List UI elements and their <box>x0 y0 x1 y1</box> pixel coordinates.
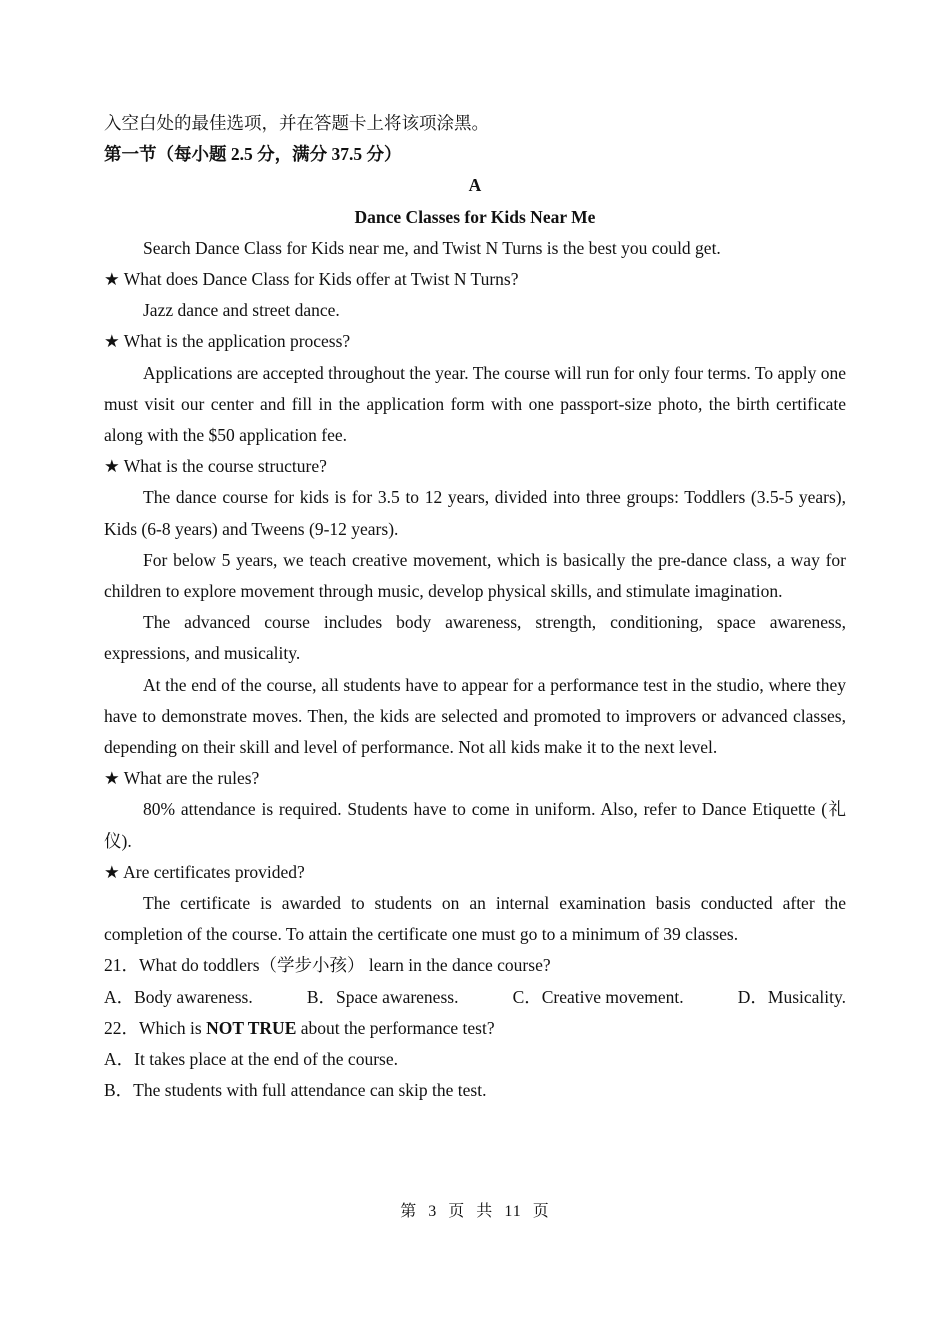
question-21-option-d: D．Musicality. <box>737 986 846 1007</box>
footer-current-page: 3 <box>428 1203 438 1220</box>
faq-answer-4: 80% attendance is required. Students have to come in uniform. Also, refer to Dance Etiquette (礼仪). <box>104 799 846 851</box>
question-22-emphasis: NOT TRUE <box>206 1017 297 1038</box>
faq-question-5: ★ Are certificates provided? <box>104 857 846 888</box>
faq-answer-3-paragraph-1: The dance course for kids is for 3.5 to 12 years, divided into three groups: Toddlers (3.5-5 years), Kids (6-8 years) and Tweens (9-12 years). <box>104 487 846 539</box>
faq-question-4: ★ What are the rules? <box>104 763 846 794</box>
star-icon <box>104 862 123 882</box>
question-21-option-a: A．Body awareness. <box>104 986 253 1007</box>
footer-label-page-unit: 页 <box>448 1203 466 1220</box>
faq-question-2: ★ What is the application process? <box>104 326 846 357</box>
passage-letter: A <box>468 175 482 196</box>
star-icon <box>104 768 124 788</box>
footer-label-total: 共 <box>476 1203 494 1220</box>
star-icon <box>104 456 124 476</box>
question-21-stem: 21．What do toddlers（学步小孩） learn in the dance course? <box>104 955 551 976</box>
faq-answer-2: Applications are accepted throughout the year. The course will run for only four terms. To apply one must visit our center and fill in the application form with one passport-size photo, the birth certificate along with the $50 application fee. <box>104 362 846 446</box>
footer-label-page: 第 <box>400 1203 418 1220</box>
question-22-stem: 22．Which is NOT TRUE about the performance test? <box>104 1017 495 1038</box>
faq-answer-3-paragraph-2: For below 5 years, we teach creative movement, which is basically the pre-dance class, a way for children to explore movement through music, develop physical skills, and stimulate imagination. <box>104 549 846 602</box>
footer-label-total-unit: 页 <box>532 1203 550 1220</box>
star-icon <box>104 269 124 289</box>
question-21-option-c: C．Creative movement. <box>512 986 684 1007</box>
question-22-option-a: A．It takes place at the end of the course. <box>104 1049 398 1070</box>
page-footer <box>0 1198 950 1221</box>
intro-line: 入空白处的最佳选项，并在答题卡上将该项涂黑。 <box>104 113 489 133</box>
passage-intro: Search Dance Class for Kids near me, and Twist N Turns is the best you could get. <box>143 237 721 258</box>
faq-answer-3-paragraph-3: The advanced course includes body awareness, strength, conditioning, space awareness, expressions, and musicality. <box>104 612 846 664</box>
document-page <box>104 108 846 1107</box>
faq-answer-1: Jazz dance and street dance. <box>143 300 340 321</box>
faq-question-3: ★ What is the course structure? <box>104 451 846 482</box>
faq-answer-5: The certificate is awarded to students on an internal examination basis conducted after the completion of the course. To attain the certificate one must go to a minimum of 39 classes. <box>104 893 846 945</box>
faq-question-1: ★ What does Dance Class for Kids offer at Twist N Turns? <box>104 264 846 295</box>
faq-answer-3-paragraph-4: At the end of the course, all students have to appear for a performance test in the studio, where they have to demonstrate moves. Then, the kids are selected and promoted to improvers or advanced classes, depending on their skill and level of performance. Not all kids make it to the next level. <box>104 674 846 758</box>
question-21-options <box>104 982 846 1013</box>
footer-total-pages: 11 <box>504 1203 522 1220</box>
question-21-option-b: B．Space awareness. <box>306 986 459 1007</box>
passage-title: Dance Classes for Kids Near Me <box>354 206 596 227</box>
star-icon <box>104 331 124 351</box>
question-22-option-b: B．The students with full attendance can skip the test. <box>104 1080 487 1101</box>
section-heading: 第一节（每小题 2.5 分，满分 37.5 分） <box>104 144 402 165</box>
